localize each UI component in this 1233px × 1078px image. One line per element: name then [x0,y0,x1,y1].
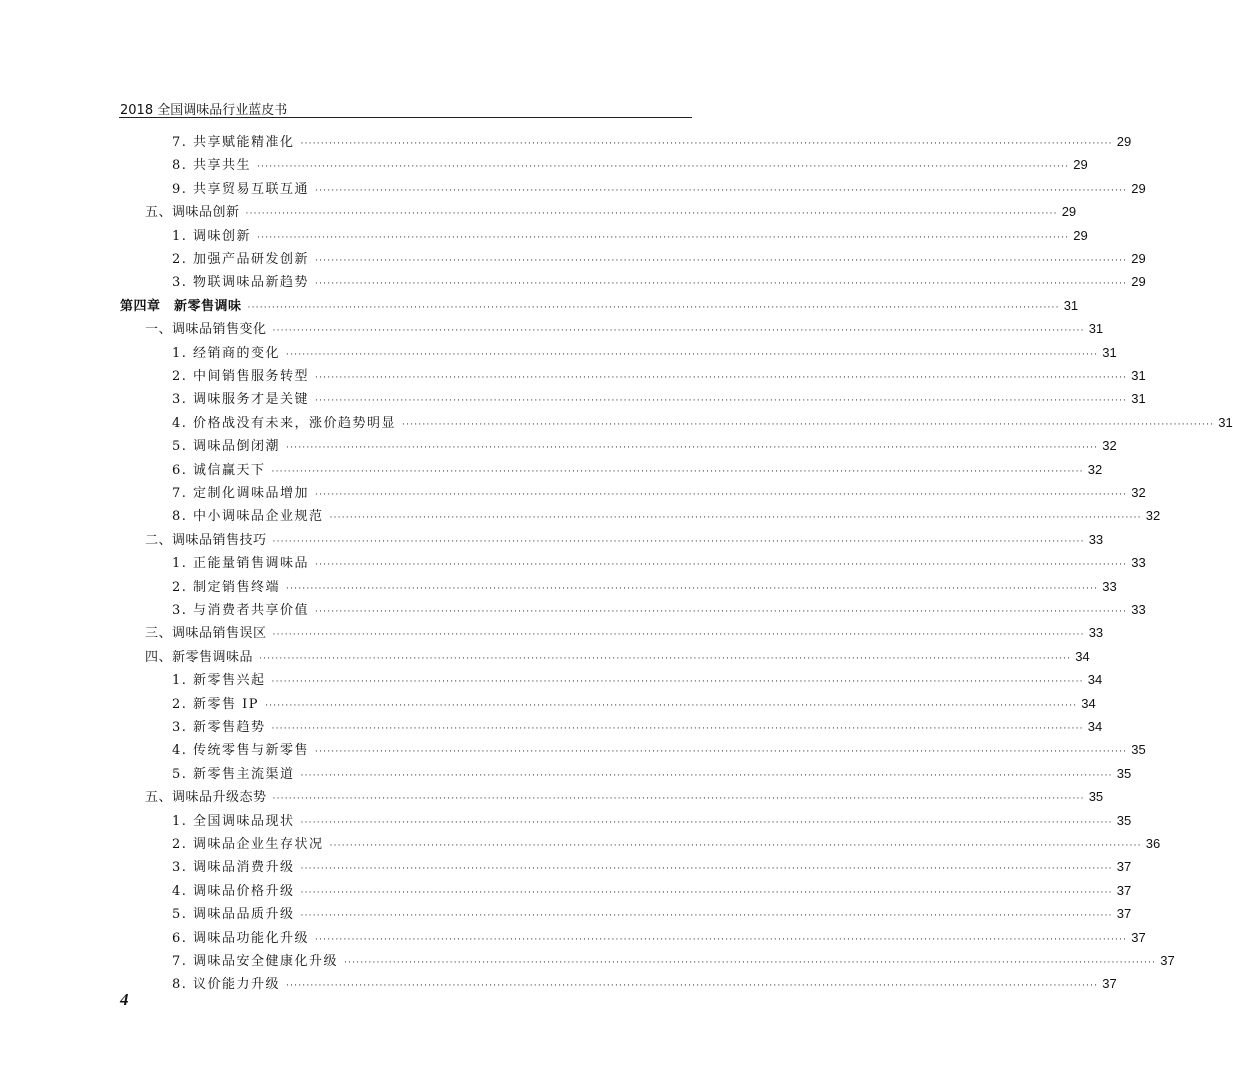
toc-entry[interactable] [172,974,1117,994]
toc-entry-page: 32 [1102,438,1117,454]
toc-row [0,530,1104,550]
toc-row [0,483,1146,503]
toc-entry-page: 31 [1088,321,1104,337]
toc-entry[interactable] [172,343,1117,363]
toc-entry[interactable] [172,577,1117,597]
toc-entry-label: 1. 新零售兴起 [172,673,266,689]
dot-leader: ········································································································································································································ [402,419,1215,430]
toc-entry-page: 33 [1088,625,1104,641]
dot-leader: ········································································································································································································ [300,887,1113,898]
toc-entry[interactable] [172,857,1132,877]
toc-entry[interactable] [172,483,1146,503]
toc-entry-page: 37 [1116,906,1132,922]
toc-entry-page: 31 [1102,344,1117,360]
running-header: 2018 全国调味品行业蓝皮书 [120,103,288,118]
toc-entry[interactable] [172,506,1161,526]
toc-row [0,928,1146,948]
toc-entry-label: 7. 共享赋能精准化 [172,135,295,150]
dot-leader: ········································································································································································································ [315,396,1128,407]
dot-leader: ········································································································································································································ [315,934,1128,945]
toc-entry-page: 29 [1131,274,1146,290]
toc-row [0,460,1103,480]
dot-leader: ········································································································································································································ [271,466,1084,477]
toc-entry-label: 1. 经销商的变化 [172,345,281,361]
toc-entry-page: 32 [1131,485,1146,500]
toc-entry[interactable] [172,740,1146,760]
toc-entry[interactable] [172,764,1132,784]
toc-row [0,577,1117,597]
toc-entry-label: 2. 中间销售服务转型 [172,369,310,384]
toc-entry-label: 1. 全国调味品现状 [172,813,295,829]
toc-entry[interactable] [145,530,1104,550]
dot-leader: ········································································································································································································ [265,700,1078,711]
dot-leader: ········································································································································································································ [272,536,1085,547]
toc-entry-page: 29 [1116,134,1132,149]
toc-entry[interactable] [172,694,1096,714]
toc-row [0,904,1132,924]
toc-entry[interactable] [145,787,1104,807]
toc-entry-page: 33 [1131,555,1146,571]
toc-entry[interactable] [172,413,1233,433]
toc-entry-label: 8. 共享共生 [172,158,252,174]
toc-entry-label: 3. 与消费者共享价值 [172,603,310,618]
toc-entry-page: 35 [1131,742,1146,758]
toc-row [0,647,1090,667]
toc-entry[interactable] [172,811,1132,831]
dot-leader: ········································································································································································································ [329,841,1142,851]
toc-entry-label: 7. 定制化调味品增加 [172,486,310,501]
toc-row [0,811,1132,831]
dot-leader: ········································································································································································································ [315,490,1128,500]
toc-entry[interactable] [172,179,1146,199]
toc-entry-page: 36 [1145,836,1161,851]
page-number: 4 [120,990,129,1009]
toc-entry-page: 35 [1088,789,1104,805]
toc-entry-label: 五、调味品升级态势 [145,790,267,806]
toc-entry[interactable] [172,600,1146,620]
dot-leader: ········································································································································································································ [315,607,1128,617]
dot-leader: ········································································································································································································ [257,232,1070,243]
dot-leader: ········································································································································································································ [344,958,1157,968]
toc-row [0,343,1117,363]
toc-entry-label: 3. 新零售趋势 [172,720,266,735]
toc-row [0,951,1175,971]
toc-entry-label: 1. 正能量销售调味品 [172,556,310,572]
toc-entry-page: 31 [1063,297,1079,313]
dot-leader: ········································································································································································································ [272,326,1085,337]
toc-row [0,179,1146,199]
dot-leader: ········································································································································································································ [271,724,1084,734]
toc-row [0,389,1146,409]
toc-entry-label: 三、调味品销售误区 [145,626,267,642]
toc-entry-label: 5. 调味品倒闭潮 [172,439,281,455]
dot-leader: ········································································································································································································ [329,513,1142,524]
toc-row [0,623,1104,643]
toc-entry-label: 2. 调味品企业生存状况 [172,837,324,852]
toc-entry-page: 35 [1116,765,1132,781]
toc-entry[interactable] [172,366,1146,386]
toc-entry-page: 35 [1116,812,1132,828]
toc-entry[interactable] [172,670,1103,690]
toc-entry-label: 9. 共享贸易互联互通 [172,181,310,197]
dot-leader: ········································································································································································································ [247,302,1060,313]
dot-leader: ········································································································································································································ [300,770,1113,781]
header-rule [119,117,692,118]
toc-entry-page: 33 [1131,602,1146,617]
toc-entry-label: 2. 制定销售终端 [172,579,281,595]
toc-row [0,857,1132,877]
toc-entry-label: 2. 加强产品研发创新 [172,252,310,267]
toc-entry-label: 第四章 新零售调味 [120,298,242,314]
toc-entry-page: 29 [1073,157,1088,173]
toc-row [0,366,1146,386]
dot-leader: ········································································································································································································ [300,139,1113,149]
toc-entry-label: 7. 调味品安全健康化升级 [172,954,339,969]
dot-leader: ········································································································································································································ [300,864,1113,875]
dot-leader: ········································································································································································································ [315,279,1128,290]
toc-entry-label: 5. 调味品品质升级 [172,907,295,923]
toc-row [0,413,1233,433]
toc-entry-page: 29 [1131,180,1146,196]
toc-entry[interactable] [172,460,1103,480]
toc-row [0,202,1077,222]
dot-leader: ········································································································································································································ [257,162,1070,173]
toc-entry[interactable] [172,155,1088,175]
toc-entry[interactable] [172,834,1161,854]
toc-entry-label: 4. 调味品价格升级 [172,883,295,899]
toc-entry[interactable] [172,904,1132,924]
toc-entry[interactable] [172,951,1175,971]
toc-entry-label: 一、调味品销售变化 [145,322,267,338]
toc-row [0,319,1104,339]
toc-entry-label: 二、调味品销售技巧 [145,532,267,548]
toc-entry[interactable] [172,272,1146,292]
toc-entry-label: 四、新零售调味品 [145,649,254,665]
toc-entry[interactable] [172,226,1088,246]
toc-entry-page: 31 [1218,414,1233,430]
toc-entry[interactable] [145,647,1090,667]
dot-leader: ········································································································································································································ [315,256,1128,266]
toc-entry[interactable] [120,296,1079,316]
dot-leader: ········································································································································································································ [315,373,1128,383]
dot-leader: ········································································································································································································ [271,677,1084,688]
toc-entry[interactable] [172,389,1146,409]
dot-leader: ········································································································································································································ [286,583,1099,594]
toc-row [0,740,1146,760]
toc-entry[interactable] [172,881,1132,901]
dot-leader: ········································································································································································································ [272,630,1085,641]
toc-entry[interactable] [145,623,1104,643]
toc-entry-page: 31 [1131,391,1146,407]
toc-entry-page: 31 [1131,368,1146,383]
toc-entry-page: 29 [1061,204,1077,220]
toc-row [0,553,1146,573]
toc-entry[interactable] [145,202,1077,222]
toc-entry-page: 29 [1073,227,1088,243]
toc-entry[interactable] [172,928,1146,948]
toc-entry-page: 34 [1087,719,1103,734]
toc-entry[interactable] [172,436,1117,456]
toc-entry-page: 33 [1088,531,1104,547]
toc-entry-label: 6. 诚信赢天下 [172,462,266,478]
toc-entry-label: 8. 议价能力升级 [172,977,281,993]
toc-entry[interactable] [172,249,1146,269]
toc-row [0,717,1103,737]
toc-entry-label: 5. 新零售主流渠道 [172,766,295,782]
toc-row [0,249,1146,269]
toc-row [0,670,1103,690]
toc-row [0,506,1161,526]
toc-entry-page: 32 [1145,508,1161,524]
dot-leader: ········································································································································································································ [300,817,1113,828]
dot-leader: ········································································································································································································ [286,349,1099,360]
toc-row [0,881,1132,901]
toc-entry-label: 3. 物联调味品新趋势 [172,275,310,291]
toc-entry-label: 1. 调味创新 [172,228,252,244]
toc-entry-page: 34 [1075,648,1090,664]
toc-entry-page: 37 [1102,976,1117,992]
toc-entry[interactable] [145,319,1104,339]
toc-entry-page: 29 [1131,251,1146,266]
toc-row [0,132,1132,152]
toc-row [0,272,1146,292]
dot-leader: ········································································································································································································ [315,185,1128,196]
toc-entry-label: 4. 价格战没有未来，涨价趋势明显 [172,415,397,431]
toc-entry-label: 3. 调味服务才是关键 [172,392,310,408]
dot-leader: ········································································································································································································ [286,981,1099,992]
toc-entry-page: 37 [1116,859,1132,875]
dot-leader: ········································································································································································································ [286,443,1099,454]
toc-row [0,600,1146,620]
dot-leader: ········································································································································································································ [315,747,1128,758]
toc-entry-label: 2. 新零售 IP [172,696,260,712]
toc-entry-label: 6. 调味品功能化升级 [172,930,310,946]
toc-entry-page: 37 [1131,929,1146,945]
dot-leader: ········································································································································································································ [315,560,1128,571]
toc-row [0,764,1132,784]
toc-entry-label: 3. 调味品消费升级 [172,860,295,876]
toc-entry-page: 37 [1160,953,1175,968]
toc-row [0,436,1117,456]
toc-entry-label: 4. 传统零售与新零售 [172,743,310,759]
toc-row [0,226,1088,246]
toc-entry-page: 32 [1087,461,1103,477]
toc-entry[interactable] [172,132,1132,152]
dot-leader: ········································································································································································································ [245,209,1058,220]
toc-row [0,296,1079,316]
toc-entry-page: 34 [1081,695,1096,711]
toc-row [0,834,1161,854]
toc-row [0,155,1088,175]
toc-row [0,787,1104,807]
toc-entry-label: 8. 中小调味品企业规范 [172,509,324,525]
dot-leader: ········································································································································································································ [259,653,1072,664]
toc-entry-page: 34 [1087,672,1103,688]
dot-leader: ········································································································································································································ [300,911,1113,922]
toc-entry-label: 五、调味品创新 [145,205,240,221]
dot-leader: ········································································································································································································ [272,794,1085,805]
toc-entry[interactable] [172,717,1103,737]
toc-entry-page: 33 [1102,578,1117,594]
toc-entry-page: 37 [1116,882,1132,898]
toc-row [0,694,1096,714]
toc-entry[interactable] [172,553,1146,573]
